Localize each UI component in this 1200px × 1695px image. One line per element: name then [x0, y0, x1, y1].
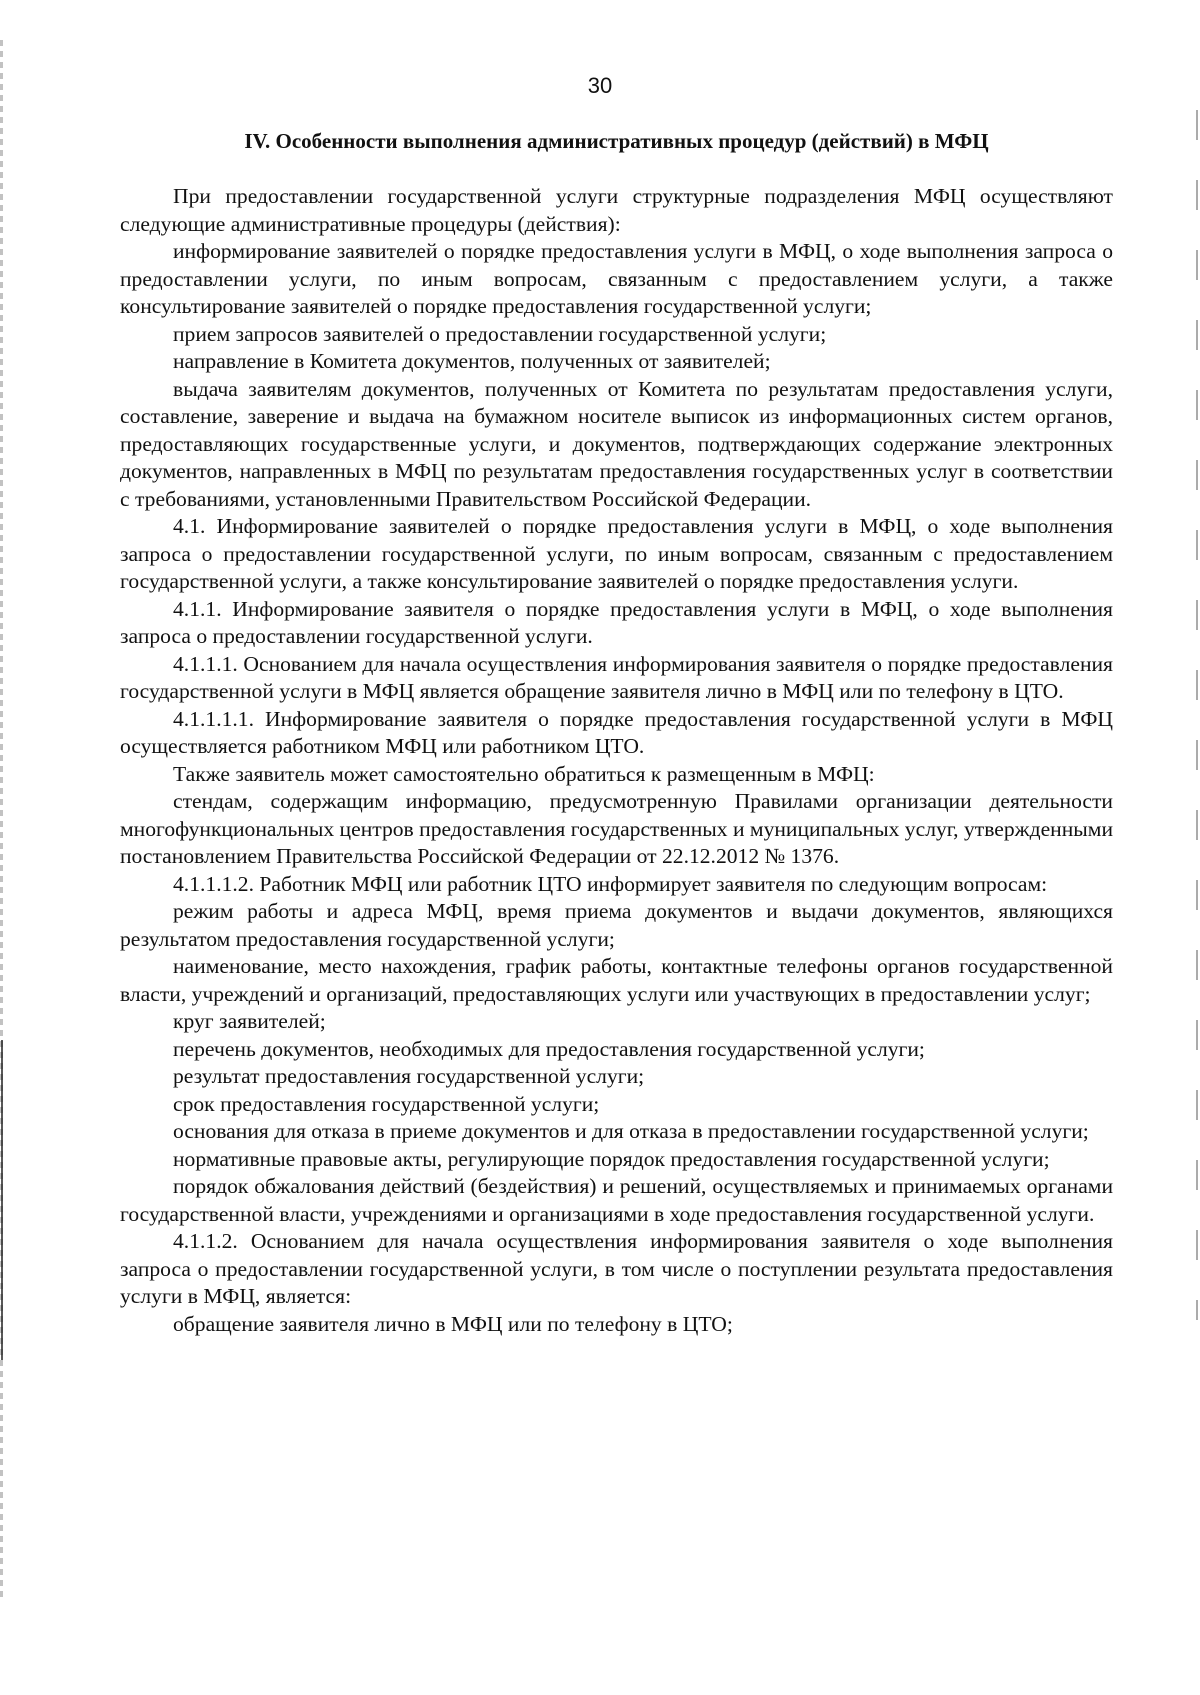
paragraph: 4.1.1. Информирование заявителя о порядке предоставления услуги в МФЦ, о ходе выполнения запроса о предоставлении государственной услуги.	[120, 596, 1113, 648]
scan-edge-left-mark	[1, 1040, 3, 1360]
page-number: 30	[587, 73, 613, 98]
paragraph: круг заявителей;	[173, 1009, 326, 1033]
paragraph: 4.1.1.2. Основанием для начала осуществления информирования заявителя о ходе выполнения запроса о предоставлении государственной услуги, в том числе о поступлении результата предоставления услуги в МФЦ, является:	[120, 1229, 1113, 1308]
paragraph: направление в Комитета документов, полученных от заявителей;	[173, 349, 771, 373]
paragraph: информирование заявителей о порядке предоставления услуги в МФЦ, о ходе выполнения запроса о предоставлении услуги, по иным вопросам, связанным с предоставлением услуги, а также консультирование заявителей о порядке предоставления государственной услуги;	[120, 239, 1113, 318]
scan-edge-left	[0, 40, 3, 1600]
paragraph: срок предоставления государственной услуги;	[173, 1091, 600, 1116]
paragraph: наименование, место нахождения, график работы, контактные телефоны органов государственной власти, учреждений и организаций, предоставляющих услуги или участвующих в предоставлении услуг;	[120, 954, 1113, 1006]
paragraph: порядок обжалования действий (бездействия) и решений, осуществляемых и принимаемых органами государственной власти, учреждениями и организациями в ходе предоставления государственной услуги.	[120, 1174, 1113, 1226]
paragraph: При предоставлении государственной услуги структурные подразделения МФЦ осуществляют следующие административные процедуры (действия):	[120, 184, 1113, 236]
paragraph: 4.1.1.1. Основанием для начала осуществления информирования заявителя о порядке предоставления государственной услуги в МФЦ является обращение заявителя лично в МФЦ или по телефону в ЦТО.	[120, 651, 1113, 703]
paragraph: перечень документов, необходимых для предоставления государственной услуги;	[173, 1036, 925, 1061]
paragraph: нормативные правовые акты, регулирующие порядок предоставления государственной услуги;	[173, 1146, 1050, 1171]
paragraph: основания для отказа в приеме документов и для отказа в предоставлении государственной услуги;	[173, 1119, 1089, 1143]
scan-edge-right	[1196, 110, 1198, 1320]
paragraph: результат предоставления государственной услуги;	[173, 1064, 645, 1088]
paragraph: режим работы и адреса МФЦ, время приема документов и выдачи документов, являющихся результатом предоставления государственной услуги;	[120, 899, 1113, 951]
paragraph: прием запросов заявителей о предоставлении государственной услуги;	[173, 321, 827, 346]
paragraph: обращение заявителя лично в МФЦ или по телефону в ЦТО;	[173, 1311, 733, 1336]
paragraph: 4.1. Информирование заявителей о порядке предоставления услуги в МФЦ, о ходе выполнения запроса о предоставлении государственной услуги, по иным вопросам, связанным с предоставлением государственной услуги, а также консультирование заявителей о порядке предоставления услуги.	[120, 514, 1113, 593]
paragraph: Также заявитель может самостоятельно обратиться к размещенным в МФЦ:	[173, 761, 875, 786]
paragraph: 4.1.1.1.1. Информирование заявителя о порядке предоставления государственной услуги в МФЦ осуществляется работником МФЦ или работником ЦТО.	[120, 706, 1113, 758]
section-heading: IV. Особенности выполнения административных процедур (действий) в МФЦ	[244, 129, 989, 153]
document-body	[120, 183, 1113, 1338]
paragraph: 4.1.1.1.2. Работник МФЦ или работник ЦТО информирует заявителя по следующим вопросам:	[173, 871, 1048, 896]
paragraph: стендам, содержащим информацию, предусмотренную Правилами организации деятельности многофункциональных центров предоставления государственных и муниципальных услуг, утвержденными постановлением Правительства Российской Федерации от 22.12.2012 № 1376.	[120, 789, 1113, 868]
paragraph: выдача заявителям документов, полученных от Комитета по результатам предоставления услуги, составление, заверение и выдача на бумажном носителе выписок из информационных систем органов, предоставляющих государственные услуги, и документов, подтверждающих содержание электронных документов, направленных в МФЦ по результатам предоставления государственных услуг в соответствии с требованиями, установленными Правительством Российской Федерации.	[120, 376, 1113, 511]
